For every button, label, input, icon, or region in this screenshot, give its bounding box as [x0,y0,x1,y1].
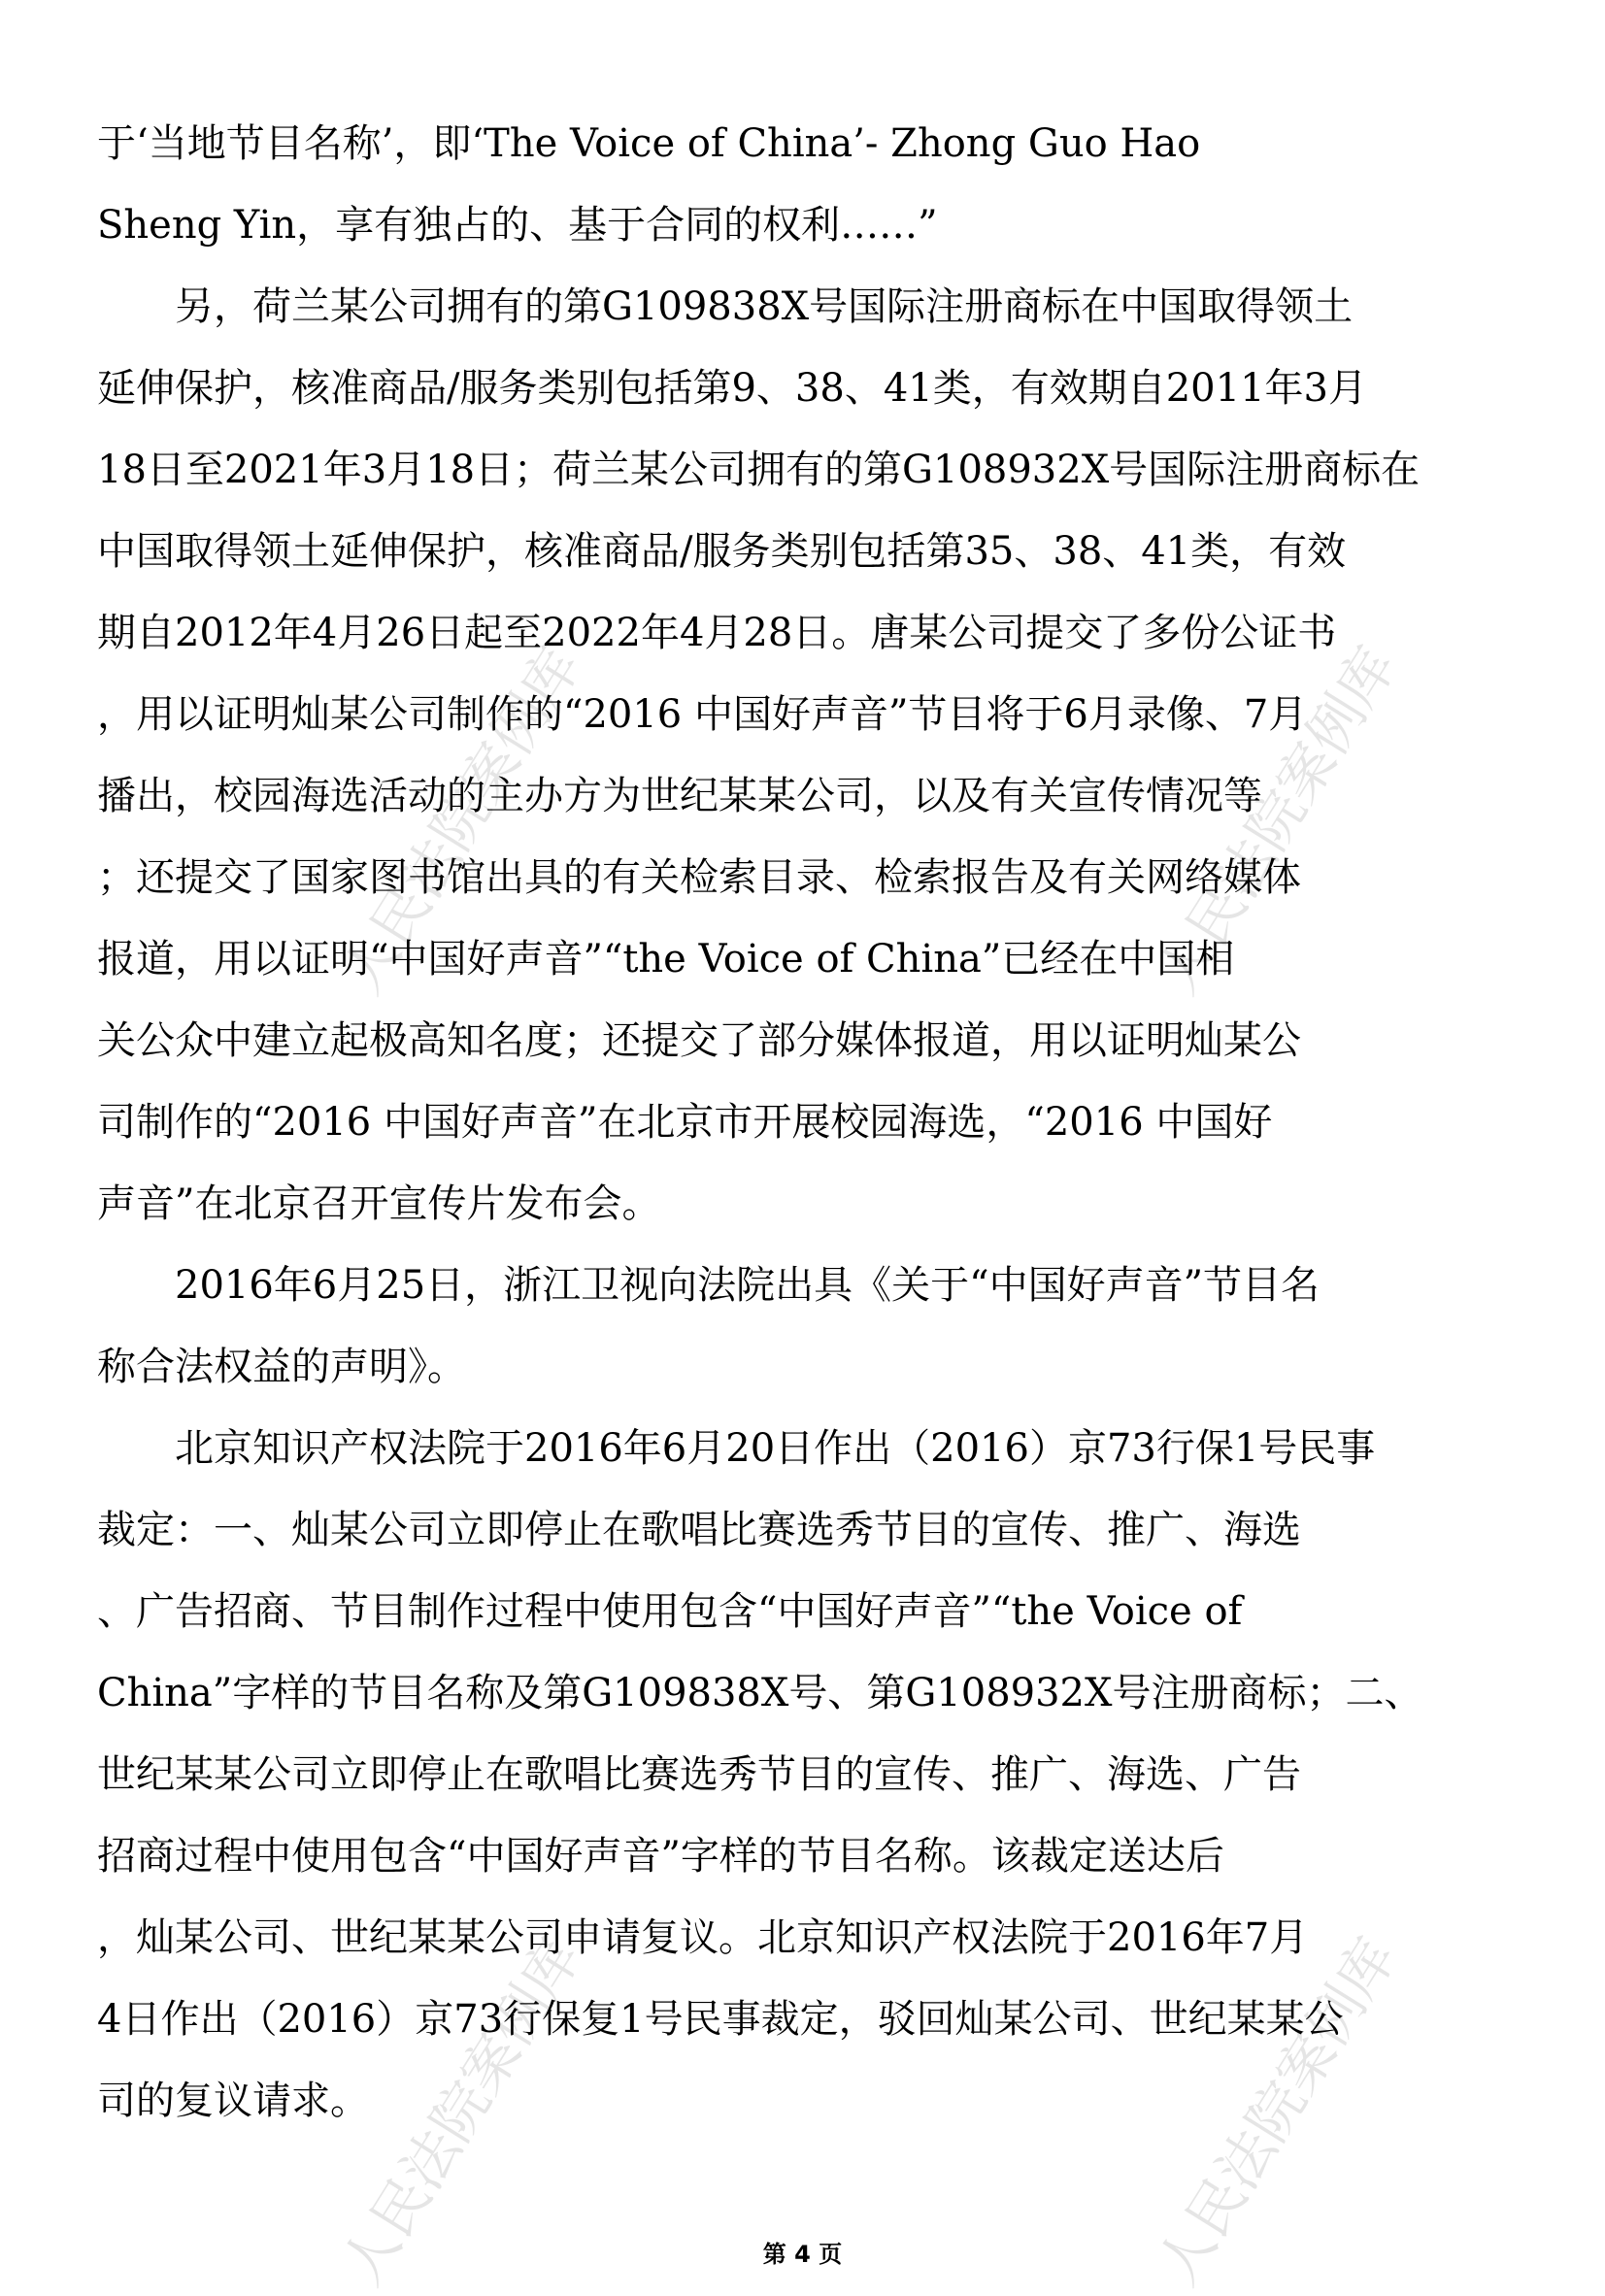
text-line: 延伸保护，核准商品/服务类别包括第9、38、41类，有效期自2011年3月 [97,366,1367,411]
text-line: 招商过程中使用包含“中国好声音”字样的节目名称。该裁定送达后 [97,1834,1224,1879]
page-number: 第 4 页 [762,2241,843,2268]
watermark-text: 人民法院案例库 [328,1926,594,2296]
text-line: 另，荷兰某公司拥有的第G109838X号国际注册商标在中国取得领土 [97,284,1354,329]
text-line: ，灿某公司、世纪某某公司申请复议。北京知识产权法院于2016年7月 [97,1915,1309,1960]
text-line: 中国取得领土延伸保护，核准商品/服务类别包括第35、38、41类，有效 [97,529,1347,574]
text-line: 、广告招商、节目制作过程中使用包含“中国好声音”“the Voice of [97,1589,1243,1634]
text-line: ；还提交了国家图书馆出具的有关检索目录、检索报告及有关网络媒体 [97,855,1301,900]
text-line: 播出，校园海选活动的主办方为世纪某某公司，以及有关宣传情况等 [97,774,1262,818]
text-line: Sheng Yin，享有独占的、基于合同的权利……” [97,203,938,248]
watermark-text: 人民法院案例库 [328,635,594,1005]
text-line: 于‘当地节目名称’，即‘The Voice of China’- Zhong Guo Hao [97,121,1201,166]
text-line: 裁定：一、灿某公司立即停止在歌唱比赛选秀节目的宣传、推广、海选 [97,1508,1301,1552]
text-line: 北京知识产权法院于2016年6月20日作出（2016）京73行保1号民事 [97,1426,1376,1471]
watermark-text: 人民法院案例库 [1144,635,1410,1005]
text-line: 司制作的“2016 中国好声音”在北京市开展校园海选，“2016 中国好 [97,1100,1273,1145]
watermark-text: 人民法院案例库 [1144,1926,1410,2296]
text-line: 期自2012年4月26日起至2022年4月28日。唐某公司提交了多份公证书 [97,611,1337,655]
text-line: 18日至2021年3月18日；荷兰某公司拥有的第G108932X号国际注册商标在 [97,448,1421,492]
text-line: China”字样的节目名称及第G109838X号、第G108932X号注册商标；二、 [97,1671,1423,1715]
text-line: 声音”在北京召开宣传片发布会。 [97,1181,661,1226]
text-line: 称合法权益的声明》。 [97,1345,466,1389]
text-line: ，用以证明灿某公司制作的“2016 中国好声音”节目将于6月录像、7月 [97,692,1308,737]
text-line: 关公众中建立起极高知名度；还提交了部分媒体报道，用以证明灿某公 [97,1018,1301,1063]
text-line: 司的复议请求。 [97,2079,369,2123]
text-line: 世纪某某公司立即停止在歌唱比赛选秀节目的宣传、推广、海选、广告 [97,1752,1301,1797]
text-line: 2016年6月25日，浙江卫视向法院出具《关于“中国好声音”节目名 [97,1263,1321,1308]
text-line: 报道，用以证明“中国好声音”“the Voice of China”已经在中国相 [97,937,1235,982]
text-line: 4日作出（2016）京73行保复1号民事裁定，驳回灿某公司、世纪某某公 [97,1997,1344,2042]
